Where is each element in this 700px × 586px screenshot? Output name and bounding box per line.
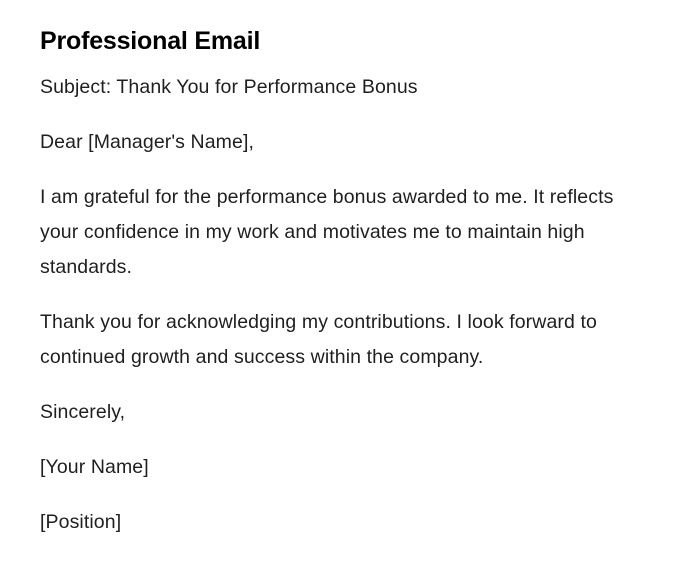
email-subject: Subject: Thank You for Performance Bonus: [40, 76, 418, 98]
email-document: [40, 24, 650, 560]
email-body-paragraph-1: I am grateful for the performance bonus awarded to me. It reflects your confidence in my work and motivates me to maintain high standards.: [40, 186, 614, 278]
signature-position: [Position]: [40, 511, 122, 533]
email-body-paragraph-2: Thank you for acknowledging my contributions. I look forward to continued growth and success within the company.: [40, 311, 597, 368]
document-title: Professional Email: [40, 27, 261, 55]
signature-name: [Your Name]: [40, 456, 149, 478]
email-greeting: Dear [Manager's Name],: [40, 131, 255, 153]
email-closing: Sincerely,: [40, 401, 126, 423]
